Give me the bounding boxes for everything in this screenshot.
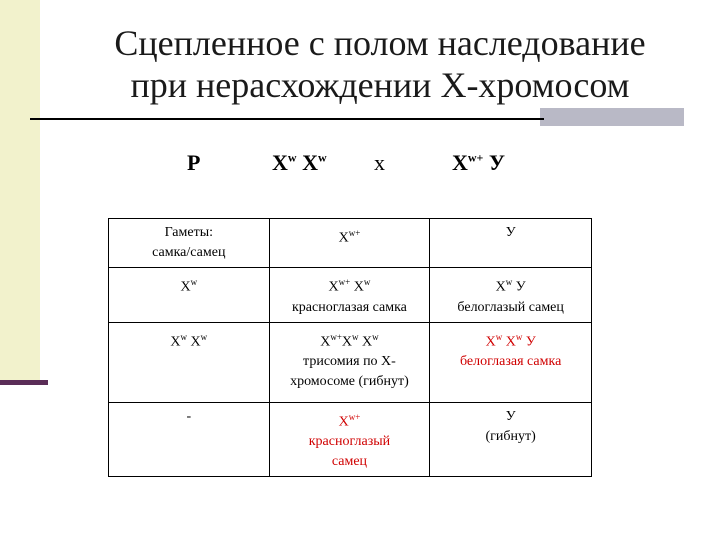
decorative-square xyxy=(540,108,684,126)
male-genotype: $Х^{w+}$ У xyxy=(452,150,506,175)
female-gamete: - xyxy=(109,402,270,477)
female-gamete: $Х^w$ xyxy=(109,268,270,323)
title-line-1: Сцепленное с полом наследование xyxy=(114,23,646,63)
punnett-table xyxy=(108,218,592,477)
gametes-header-cell: Гаметы: самка/самец xyxy=(109,219,270,268)
offspring-cell: $Х^{w+}Х^w$ $Х^w$ трисомия по Х- хромосоме (гибнут) xyxy=(269,322,430,402)
title-underline xyxy=(30,118,544,120)
offspring-cell-highlighted: $Х^{w+}$ красноглазый самец xyxy=(269,402,430,477)
decorative-left-bar-edge xyxy=(0,380,48,385)
slide-title xyxy=(40,22,720,106)
table-row xyxy=(109,402,592,477)
decorative-left-bar xyxy=(0,0,40,380)
table-row xyxy=(109,322,592,402)
parents-label: Р xyxy=(187,150,201,175)
female-gamete: $Х^w$ $Х^w$ xyxy=(109,322,270,402)
title-line-2: при нерасхождении Х-хромосом xyxy=(130,65,630,105)
cross-sign: х xyxy=(374,150,385,175)
table-row xyxy=(109,268,592,323)
offspring-cell-highlighted: $Х^w$ $Х^w$ У белоглазая самка xyxy=(430,322,592,402)
male-gamete-2: У xyxy=(430,219,592,268)
female-genotype: $Х^w$ $Х^w$ xyxy=(272,150,327,175)
table-header-row xyxy=(109,219,592,268)
offspring-cell: $Х^w$ У белоглазый самец xyxy=(430,268,592,323)
male-gamete-1: $Х^{w+}$ xyxy=(269,219,430,268)
offspring-cell: $Х^{w+}$ $Х^w$ красноглазая самка xyxy=(269,268,430,323)
offspring-cell: У (гибнут) xyxy=(430,402,592,477)
